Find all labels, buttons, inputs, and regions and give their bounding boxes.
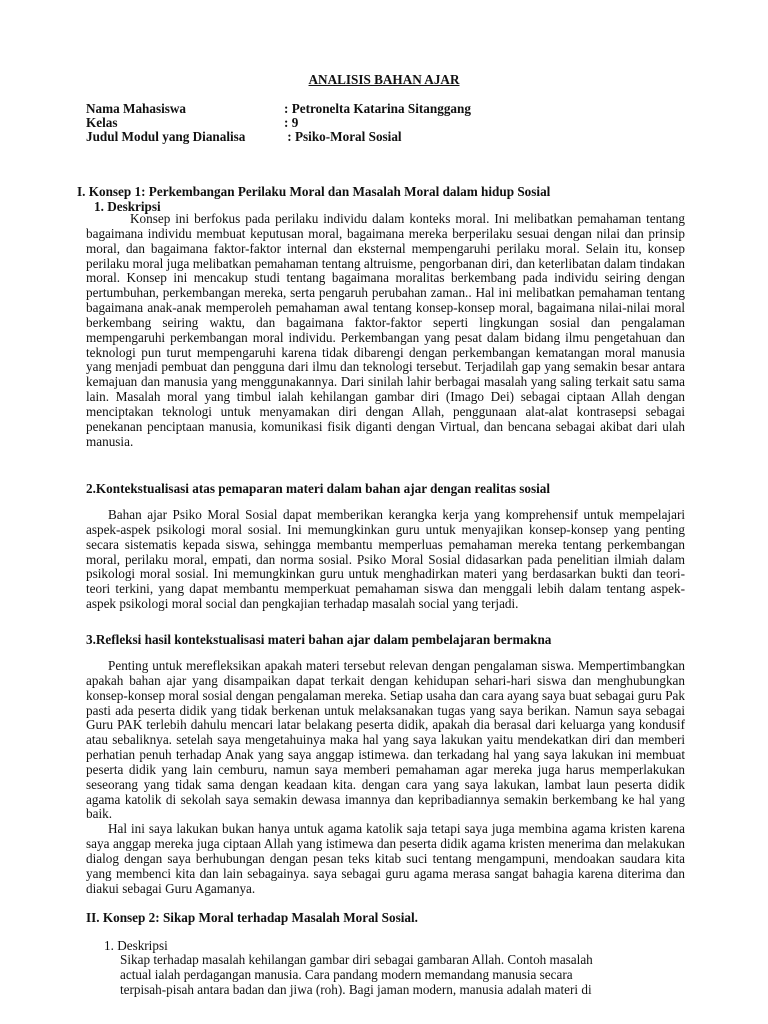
document-title: ANALISIS BAHAN AJAR	[308, 72, 460, 87]
section-1-heading: I. Konsep 1: Perkembangan Perilaku Moral dan Masalah Moral dalam hidup Sosial	[77, 184, 551, 199]
meta-label: Nama Mahasiswa	[86, 101, 187, 116]
meta-value: : Petronelta Katarina Sitanggang	[284, 101, 471, 116]
meta-value: : 9	[284, 115, 299, 130]
meta-label: Judul Modul yang Dianalisa	[86, 129, 246, 144]
paragraph-line: Sikap terhadap masalah kehilangan gambar diri sebagai gambaran Allah. Contoh masalah	[120, 952, 593, 967]
section-4-heading: II. Konsep 2: Sikap Moral terhadap Masalah Moral Sosial.	[86, 910, 418, 925]
section-1-subheading: 1. Deskripsi	[94, 199, 161, 214]
paragraph-line: actual ialah perdagangan manusia. Cara pandang modern memandang manusia secara	[120, 966, 573, 982]
meta-row-student	[86, 101, 471, 116]
paragraph-text: Hal ini saya lakukan bukan hanya untuk agama katolik saja tetapi saya juga membina agama kristen karena saya anggap mereka juga ciptaan Allah yang istimewa dan peserta didik agama kristen menerima dan melakukan dialog dengan saya berhubungan dengan pesan teks kitab suci tentang mengampuni, mendoakan saudara kita yang membenci kita dan lain sebagainya. saya sebagai guru agama merasa sangat bahagia karena diterima dan diakui sebagai Guru Agamanya.	[86, 821, 685, 896]
section-4-paragraph	[120, 953, 685, 998]
paragraph-text: Bahan ajar Psiko Moral Sosial dapat memberikan kerangka kerja yang komprehensif untuk mempelajari aspek-aspek psikologi moral sosial. Ini memungkinkan guru untuk menyajikan konsep-konsep yang penting secara sistematis kepada siswa, sehingga membantu memperluas pemahaman mereka tentang perkembangan moral, perilaku moral, empati, dan norma sosial. Psiko Moral Sosial didasarkan pada penelitian ilmiah dalam psikologi moral sosial. Ini memungkinkan guru untuk menghadirkan materi yang berdasarkan bukti dan teori-teori terkini, yang dapat membantu memperkuat pemahaman siswa dan menggali lebih dalam tentang aspek-aspek psikologi moral social dan pengkajian terhadap masalah social yang terjadi.	[86, 507, 685, 612]
section-2-paragraph	[86, 508, 685, 612]
meta-row-class	[86, 115, 298, 130]
paragraph-line: terpisah-pisah antara badan dan jiwa (roh). Bagi jaman modern, manusia adalah materi di	[120, 981, 592, 997]
section-1-paragraph	[86, 212, 685, 450]
section-4-subheading: 1. Deskripsi	[104, 938, 168, 953]
paragraph-text: Konsep ini berfokus pada perilaku individu dalam konteks moral. Ini melibatkan pemahaman tentang bagaimana individu membuat keputusan moral, bagaimana mereka berperilaku sesuai dengan nilai dan prinsip moral, dan bagaimana faktor-faktor internal dan eksternal mempengaruhi perilaku moral. Selain itu, konsep perilaku moral juga melibatkan pemahaman tentang altruisme, pengorbanan diri, dan keterlibatan dalam tindakan moral. Konsep ini mencakup studi tentang bagaimana moralitas berkembang pada individu seiring dengan pertumbuhan, perkembangan mereka, serta pengaruh perubahan zaman.. Hal ini melibatkan pemahaman tentang bagaimana anak-anak memperoleh pemahaman awal tentang konsep-konsep moral, bagaimana nilai-nilai moral berkembang seiring waktu, dan bagaimana faktor-faktor seperti lingkungan sosial dan pengalaman mempengaruhi perkembangan moral individu. Perkembangan yang pesat dalam bidang ilmu pengetahuan dan teknologi pun turut mempengaruhi karena tidak dibarengi dengan perkembangan kematangan moral manusia yang menjadi pembuat dan pengguna dari ilmu dan teknologi tersebut. Terjadilah gap yang semakin besar antara kemajuan dan manusia yang menggunakannya. Dari sinilah lahir berbagai masalah yang saling terkait satu sama lain. Masalah moral yang timbul ialah kehilangan gambar diri (Imago Dei) sebagai ciptaan Allah dengan menciptakan teknologi untuk menyamakan diri dengan Allah, penggunaan alat-alat kontrasepsi sebagai penekanan penciptaan manusia, komunikasi fisik diganti dengan Virtual, dan bencana sebagai akibat dari ulah manusia.	[86, 211, 685, 449]
paragraph-text: Penting untuk merefleksikan apakah materi tersebut relevan dengan pengalaman siswa. Mempertimbangkan apakah bahan ajar yang disampaikan dapat terkait dengan kehidupan sehari-hari siswa dan menghubungkan konsep-konsep moral sosial dengan pengalaman mereka. Setiap usaha dan cara ayang saya buat sebagai guru Pak pasti ada peserta didik yang tidak berkenan untuk melaksanakan tugas yang saya berikan. Namun saya sebagai Guru PAK terlebih dahulu mencari latar belakang peserta didik, apakah dia berasal dari keluarga yang kondusif atau sebaliknya. setelah saya mengetahuinya maka hal yang saya lakukan yaitu mendekatkan diri dan memberi perhatian penuh terhadap Anak yang saya anggap istimewa. dan terkadang hal yang saya lakukan ini membuat peserta didik yang lain cemburu, namun saya memberi pemahaman agar mereka juga harus memperlakukan seseorang yang tidak sama dengan keadaan kita. dengan cara yang saya lakukan, lambat laun peserta didik agama katolik di sekolah saya semakin dewasa imannya dan kepribadiannya semakin berkembang ke hal yang baik.	[86, 658, 685, 822]
meta-label: Kelas	[86, 115, 118, 130]
section-3-paragraphs	[86, 659, 685, 897]
meta-row-module	[86, 129, 402, 144]
section-3-heading: 3.Refleksi hasil kontekstualisasi materi bahan ajar dalam pembelajaran bermakna	[86, 632, 552, 647]
section-2-heading: 2.Kontekstualisasi atas pemaparan materi dalam bahan ajar dengan realitas sosial	[86, 481, 551, 496]
meta-value: : Psiko-Moral Sosial	[284, 129, 402, 144]
